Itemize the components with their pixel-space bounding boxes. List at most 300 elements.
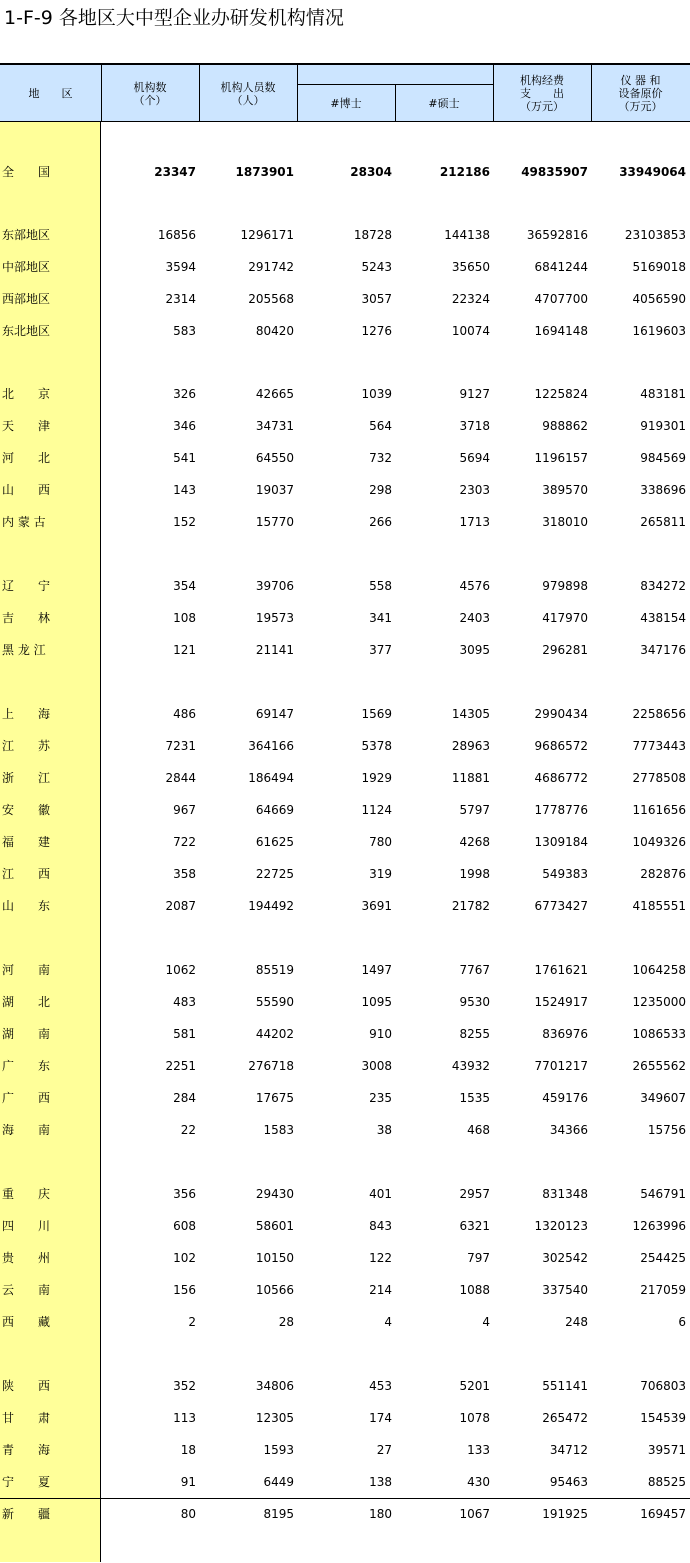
value-cell: 248 <box>565 1315 588 1329</box>
table-row <box>0 858 690 890</box>
region-name: 安 徽 <box>2 803 51 817</box>
value-cell: 834272 <box>640 579 686 593</box>
value-cell: 138 <box>369 1475 392 1489</box>
value-cell: 15756 <box>647 1123 686 1137</box>
value-cell: 1998 <box>459 867 490 881</box>
table-row <box>0 1306 690 1338</box>
value-cell: 1225824 <box>534 387 588 401</box>
region-name: 天 津 <box>2 419 51 433</box>
header-expense: 机构经费 支 出 （万元） <box>520 74 564 113</box>
value-cell: 722 <box>173 835 196 849</box>
value-cell: 831348 <box>542 1187 588 1201</box>
table-row <box>0 156 690 188</box>
region-name: 全 国 <box>2 165 51 179</box>
value-cell: 17675 <box>255 1091 294 1105</box>
value-cell: 389570 <box>542 483 588 497</box>
value-cell: 7231 <box>165 739 196 753</box>
value-cell: 2087 <box>165 899 196 913</box>
header-inst-count: 机构数 （个） <box>133 80 167 107</box>
value-cell: 302542 <box>542 1251 588 1265</box>
value-cell: 356 <box>173 1187 196 1201</box>
table-row <box>0 634 690 666</box>
value-cell: 169457 <box>640 1507 686 1521</box>
value-cell: 38 <box>376 1123 392 1137</box>
table-row <box>0 410 690 442</box>
region-name: 四 川 <box>2 1219 51 1233</box>
value-cell: 18728 <box>353 228 392 242</box>
value-cell: 296281 <box>542 643 588 657</box>
header-divider <box>297 84 493 85</box>
value-cell: 318010 <box>542 515 588 529</box>
value-cell: 430 <box>467 1475 490 1489</box>
value-cell: 1196157 <box>534 451 588 465</box>
value-cell: 338696 <box>640 483 686 497</box>
value-cell: 18 <box>180 1443 196 1457</box>
table-row <box>0 826 690 858</box>
table-bottom-border <box>0 1498 690 1499</box>
value-cell: 483181 <box>640 387 686 401</box>
value-cell: 6 <box>678 1315 686 1329</box>
value-cell: 44202 <box>255 1027 294 1041</box>
value-cell: 9530 <box>459 995 490 1009</box>
region-name: 河 南 <box>2 963 51 977</box>
value-cell: 34731 <box>255 419 294 433</box>
value-cell: 19037 <box>255 483 294 497</box>
value-cell: 205568 <box>248 292 294 306</box>
value-cell: 22 <box>180 1123 196 1137</box>
value-cell: 2303 <box>459 483 490 497</box>
table-row <box>0 251 690 283</box>
value-cell: 551141 <box>542 1379 588 1393</box>
table-row <box>0 1178 690 1210</box>
value-cell: 1929 <box>361 771 392 785</box>
table-row <box>0 315 690 347</box>
value-cell: 88525 <box>647 1475 686 1489</box>
value-cell: 1583 <box>263 1123 294 1137</box>
value-cell: 1524917 <box>534 995 588 1009</box>
value-cell: 1873901 <box>235 165 294 179</box>
value-cell: 35650 <box>451 260 490 274</box>
value-cell: 706803 <box>640 1379 686 1393</box>
value-cell: 797 <box>467 1251 490 1265</box>
region-name: 湖 南 <box>2 1027 51 1041</box>
table-row <box>0 698 690 730</box>
value-cell: 265472 <box>542 1411 588 1425</box>
table-header <box>0 63 690 122</box>
value-cell: 133 <box>467 1443 490 1457</box>
value-cell: 358 <box>173 867 196 881</box>
value-cell: 2990434 <box>534 707 588 721</box>
value-cell: 23103853 <box>624 228 686 242</box>
value-cell: 154539 <box>640 1411 686 1425</box>
value-cell: 102 <box>173 1251 196 1265</box>
value-cell: 4686772 <box>534 771 588 785</box>
table-row <box>0 602 690 634</box>
value-cell: 113 <box>173 1411 196 1425</box>
value-cell: 282876 <box>640 867 686 881</box>
value-cell: 354 <box>173 579 196 593</box>
table-row <box>0 986 690 1018</box>
value-cell: 401 <box>369 1187 392 1201</box>
value-cell: 8255 <box>459 1027 490 1041</box>
value-cell: 1062 <box>165 963 196 977</box>
region-name: 西部地区 <box>2 292 51 306</box>
value-cell: 152 <box>173 515 196 529</box>
value-cell: 2403 <box>459 611 490 625</box>
table-row <box>0 1274 690 1306</box>
value-cell: 3718 <box>459 419 490 433</box>
value-cell: 7767 <box>459 963 490 977</box>
table-row <box>0 1050 690 1082</box>
value-cell: 28304 <box>350 165 392 179</box>
region-name: 山 东 <box>2 899 51 913</box>
region-name: 内 蒙 古 <box>2 515 46 529</box>
region-name: 东部地区 <box>2 228 51 242</box>
region-name: 福 建 <box>2 835 51 849</box>
value-cell: 217059 <box>640 1283 686 1297</box>
value-cell: 33949064 <box>619 165 686 179</box>
table-row <box>0 506 690 538</box>
value-cell: 29430 <box>255 1187 294 1201</box>
region-name: 西 藏 <box>2 1315 51 1329</box>
value-cell: 5797 <box>459 803 490 817</box>
region-name: 江 西 <box>2 867 51 881</box>
value-cell: 156 <box>173 1283 196 1297</box>
value-cell: 1497 <box>361 963 392 977</box>
value-cell: 14305 <box>451 707 490 721</box>
value-cell: 546791 <box>640 1187 686 1201</box>
table-row <box>0 378 690 410</box>
value-cell: 212186 <box>439 165 490 179</box>
region-name: 东北地区 <box>2 324 51 338</box>
value-cell: 1309184 <box>534 835 588 849</box>
region-name: 广 东 <box>2 1059 51 1073</box>
table-row <box>0 1082 690 1114</box>
region-name: 海 南 <box>2 1123 51 1137</box>
value-cell: 4 <box>482 1315 490 1329</box>
value-cell: 1713 <box>459 515 490 529</box>
value-cell: 732 <box>369 451 392 465</box>
value-cell: 28963 <box>451 739 490 753</box>
value-cell: 1064258 <box>632 963 686 977</box>
value-cell: 1619603 <box>632 324 686 338</box>
value-cell: 64550 <box>255 451 294 465</box>
value-cell: 608 <box>173 1219 196 1233</box>
value-cell: 265811 <box>640 515 686 529</box>
value-cell: 27 <box>376 1443 392 1457</box>
value-cell: 564 <box>369 419 392 433</box>
value-cell: 11881 <box>451 771 490 785</box>
value-cell: 42665 <box>255 387 294 401</box>
value-cell: 214 <box>369 1283 392 1297</box>
value-cell: 3594 <box>165 260 196 274</box>
value-cell: 2 <box>188 1315 196 1329</box>
region-name: 山 西 <box>2 483 51 497</box>
table-row <box>0 1242 690 1274</box>
value-cell: 1088 <box>459 1283 490 1297</box>
value-cell: 39706 <box>255 579 294 593</box>
table-row <box>0 794 690 826</box>
value-cell: 364166 <box>248 739 294 753</box>
value-cell: 836976 <box>542 1027 588 1041</box>
value-cell: 1761621 <box>534 963 588 977</box>
table-row <box>0 570 690 602</box>
region-name: 云 南 <box>2 1283 51 1297</box>
value-cell: 581 <box>173 1027 196 1041</box>
value-cell: 843 <box>369 1219 392 1233</box>
value-cell: 186494 <box>248 771 294 785</box>
region-name: 湖 北 <box>2 995 51 1009</box>
table-row <box>0 283 690 315</box>
value-cell: 988862 <box>542 419 588 433</box>
value-cell: 39571 <box>647 1443 686 1457</box>
header-staff: 机构人员数 （人） <box>220 80 276 107</box>
table-row <box>0 890 690 922</box>
value-cell: 58601 <box>255 1219 294 1233</box>
value-cell: 15770 <box>255 515 294 529</box>
value-cell: 7701217 <box>534 1059 588 1073</box>
value-cell: 121 <box>173 643 196 657</box>
value-cell: 10074 <box>451 324 490 338</box>
value-cell: 144138 <box>444 228 490 242</box>
value-cell: 10150 <box>255 1251 294 1265</box>
value-cell: 1535 <box>459 1091 490 1105</box>
value-cell: 6773427 <box>534 899 588 913</box>
value-cell: 910 <box>369 1027 392 1041</box>
value-cell: 3691 <box>361 899 392 913</box>
value-cell: 8195 <box>263 1507 294 1521</box>
region-name: 宁 夏 <box>2 1475 51 1489</box>
value-cell: 298 <box>369 483 392 497</box>
value-cell: 3095 <box>459 643 490 657</box>
table-row <box>0 954 690 986</box>
value-cell: 55590 <box>255 995 294 1009</box>
value-cell: 49835907 <box>521 165 588 179</box>
value-cell: 2778508 <box>632 771 686 785</box>
value-cell: 19573 <box>255 611 294 625</box>
header-region: 地 区 <box>28 87 73 100</box>
table-row <box>0 762 690 794</box>
value-cell: 4 <box>384 1315 392 1329</box>
region-name: 重 庆 <box>2 1187 51 1201</box>
header-divider <box>199 65 200 122</box>
value-cell: 780 <box>369 835 392 849</box>
value-cell: 1694148 <box>534 324 588 338</box>
value-cell: 235 <box>369 1091 392 1105</box>
value-cell: 1078 <box>459 1411 490 1425</box>
region-name: 青 海 <box>2 1443 51 1457</box>
page-title: 1-F-9 各地区大中型企业办研发机构情况 <box>4 7 344 29</box>
value-cell: 34806 <box>255 1379 294 1393</box>
value-cell: 276718 <box>248 1059 294 1073</box>
value-cell: 979898 <box>542 579 588 593</box>
value-cell: 9127 <box>459 387 490 401</box>
value-cell: 21141 <box>255 643 294 657</box>
value-cell: 7773443 <box>632 739 686 753</box>
value-cell: 2957 <box>459 1187 490 1201</box>
region-name: 浙 江 <box>2 771 51 785</box>
table-row <box>0 730 690 762</box>
value-cell: 36592816 <box>526 228 588 242</box>
value-cell: 453 <box>369 1379 392 1393</box>
value-cell: 34712 <box>549 1443 588 1457</box>
table-row <box>0 1402 690 1434</box>
value-cell: 5378 <box>361 739 392 753</box>
value-cell: 4576 <box>459 579 490 593</box>
value-cell: 5169018 <box>632 260 686 274</box>
value-cell: 143 <box>173 483 196 497</box>
value-cell: 583 <box>173 324 196 338</box>
value-cell: 194492 <box>248 899 294 913</box>
header-divider <box>297 65 298 122</box>
value-cell: 9686572 <box>534 739 588 753</box>
value-cell: 16856 <box>157 228 196 242</box>
value-cell: 5694 <box>459 451 490 465</box>
header-master: #硕士 <box>428 97 460 110</box>
value-cell: 2314 <box>165 292 196 306</box>
region-name: 辽 宁 <box>2 579 51 593</box>
region-name: 上 海 <box>2 707 51 721</box>
value-cell: 22725 <box>255 867 294 881</box>
value-cell: 438154 <box>640 611 686 625</box>
value-cell: 4707700 <box>534 292 588 306</box>
header-equipment: 仪 器 和 设备原价 （万元） <box>618 74 663 113</box>
value-cell: 919301 <box>640 419 686 433</box>
value-cell: 91 <box>180 1475 196 1489</box>
value-cell: 1320123 <box>534 1219 588 1233</box>
table-row <box>0 1370 690 1402</box>
value-cell: 3057 <box>361 292 392 306</box>
value-cell: 34366 <box>549 1123 588 1137</box>
value-cell: 3008 <box>361 1059 392 1073</box>
value-cell: 5243 <box>361 260 392 274</box>
value-cell: 10566 <box>255 1283 294 1297</box>
value-cell: 291742 <box>248 260 294 274</box>
value-cell: 1296171 <box>240 228 294 242</box>
value-cell: 1235000 <box>632 995 686 1009</box>
value-cell: 1161656 <box>632 803 686 817</box>
value-cell: 4185551 <box>632 899 686 913</box>
table-row <box>0 1018 690 1050</box>
value-cell: 984569 <box>640 451 686 465</box>
value-cell: 80 <box>180 1507 196 1521</box>
value-cell: 347176 <box>640 643 686 657</box>
value-cell: 377 <box>369 643 392 657</box>
value-cell: 346 <box>173 419 196 433</box>
value-cell: 1778776 <box>534 803 588 817</box>
table-row <box>0 1210 690 1242</box>
value-cell: 2655562 <box>632 1059 686 1073</box>
value-cell: 122 <box>369 1251 392 1265</box>
value-cell: 22324 <box>451 292 490 306</box>
region-name: 吉 林 <box>2 611 51 625</box>
value-cell: 174 <box>369 1411 392 1425</box>
value-cell: 319 <box>369 867 392 881</box>
value-cell: 4268 <box>459 835 490 849</box>
value-cell: 1086533 <box>632 1027 686 1041</box>
value-cell: 349607 <box>640 1091 686 1105</box>
value-cell: 85519 <box>255 963 294 977</box>
region-name: 中部地区 <box>2 260 51 274</box>
value-cell: 191925 <box>542 1507 588 1521</box>
table-row <box>0 1434 690 1466</box>
region-name: 江 苏 <box>2 739 51 753</box>
value-cell: 483 <box>173 995 196 1009</box>
value-cell: 541 <box>173 451 196 465</box>
table-row <box>0 219 690 251</box>
value-cell: 12305 <box>255 1411 294 1425</box>
value-cell: 180 <box>369 1507 392 1521</box>
value-cell: 2251 <box>165 1059 196 1073</box>
value-cell: 69147 <box>255 707 294 721</box>
value-cell: 95463 <box>549 1475 588 1489</box>
value-cell: 558 <box>369 579 392 593</box>
value-cell: 61625 <box>255 835 294 849</box>
value-cell: 1124 <box>361 803 392 817</box>
table-row <box>0 474 690 506</box>
value-cell: 468 <box>467 1123 490 1137</box>
value-cell: 23347 <box>154 165 196 179</box>
value-cell: 284 <box>173 1091 196 1105</box>
region-name: 陕 西 <box>2 1379 51 1393</box>
value-cell: 337540 <box>542 1283 588 1297</box>
value-cell: 2844 <box>165 771 196 785</box>
value-cell: 326 <box>173 387 196 401</box>
value-cell: 5201 <box>459 1379 490 1393</box>
value-cell: 6841244 <box>534 260 588 274</box>
value-cell: 417970 <box>542 611 588 625</box>
value-cell: 1593 <box>263 1443 294 1457</box>
value-cell: 2258656 <box>632 707 686 721</box>
value-cell: 43932 <box>451 1059 490 1073</box>
value-cell: 1067 <box>459 1507 490 1521</box>
value-cell: 80420 <box>255 324 294 338</box>
region-name: 河 北 <box>2 451 51 465</box>
region-name: 贵 州 <box>2 1251 51 1265</box>
value-cell: 352 <box>173 1379 196 1393</box>
value-cell: 28 <box>278 1315 294 1329</box>
value-cell: 64669 <box>255 803 294 817</box>
value-cell: 1569 <box>361 707 392 721</box>
header-divider <box>101 65 102 122</box>
value-cell: 266 <box>369 515 392 529</box>
table-row <box>0 1498 690 1530</box>
value-cell: 1049326 <box>632 835 686 849</box>
table-row <box>0 1466 690 1498</box>
header-phd: #博士 <box>330 97 362 110</box>
value-cell: 486 <box>173 707 196 721</box>
value-cell: 21782 <box>451 899 490 913</box>
value-cell: 6321 <box>459 1219 490 1233</box>
region-name: 北 京 <box>2 387 51 401</box>
value-cell: 6449 <box>263 1475 294 1489</box>
table-row <box>0 442 690 474</box>
value-cell: 459176 <box>542 1091 588 1105</box>
value-cell: 4056590 <box>632 292 686 306</box>
region-name: 黑 龙 江 <box>2 643 46 657</box>
value-cell: 549383 <box>542 867 588 881</box>
region-name: 甘 肃 <box>2 1411 51 1425</box>
value-cell: 1095 <box>361 995 392 1009</box>
value-cell: 341 <box>369 611 392 625</box>
region-name: 广 西 <box>2 1091 51 1105</box>
header-divider <box>395 85 396 122</box>
value-cell: 254425 <box>640 1251 686 1265</box>
value-cell: 967 <box>173 803 196 817</box>
header-divider <box>493 65 494 122</box>
value-cell: 1276 <box>361 324 392 338</box>
value-cell: 108 <box>173 611 196 625</box>
